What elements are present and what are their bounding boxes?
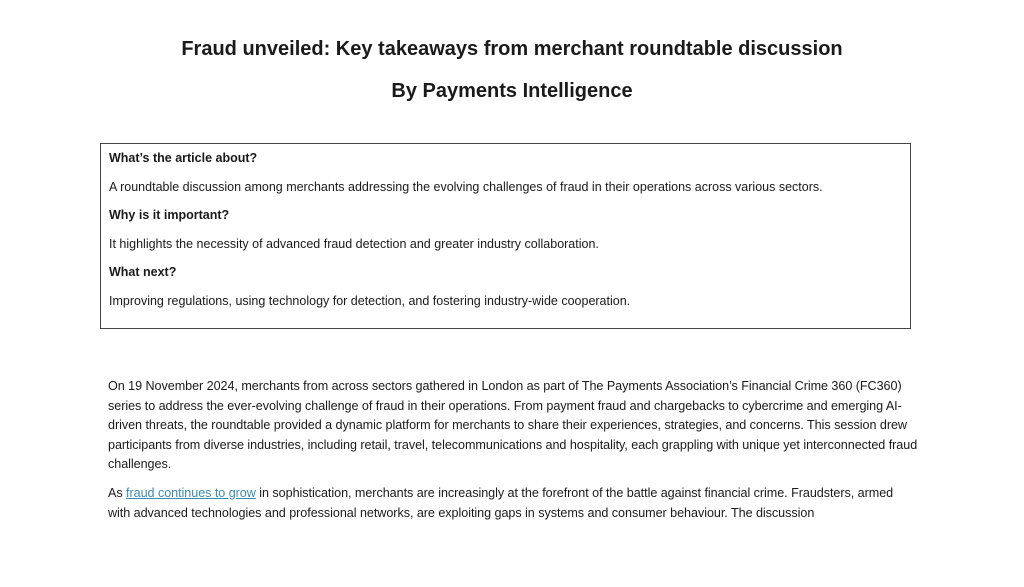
summary-question-about: What’s the article about? <box>109 151 258 165</box>
paragraph-2-prefix: As <box>108 486 127 500</box>
summary-answer-importance: It highlights the necessity of advanced fraud detection and greater industry collaboration. <box>109 237 599 251</box>
paragraph-2-rest: in sophistication, merchants are increasingly at the forefront of the battle against financial crime. Fraudsters, armed with advanced technologies and professional networks, are exploiting gaps in systems and consumer behaviour. The discussion <box>108 486 894 520</box>
fraud-growth-link[interactable]: fraud continues to grow <box>126 486 256 500</box>
summary-question-importance: Why is it important? <box>109 208 230 222</box>
summary-box <box>100 143 911 329</box>
article-byline: By Payments Intelligence <box>391 80 633 102</box>
article-paragraph-2 <box>108 484 918 523</box>
summary-answer-next: Improving regulations, using technology for detection, and fostering industry-wide cooperation. <box>109 294 631 308</box>
article-paragraph-1: On 19 November 2024, merchants from across sectors gathered in London as part of The Payments Association’s Financial Crime 360 (FC360) series to address the ever-evolving challenge of fraud in their operations. From payment fraud and chargebacks to cybercrime and emerging AI-driven threats, the roundtable provided a dynamic platform for merchants to share their experiences, strategies, and concerns. This session drew participants from diverse industries, including retail, travel, telecommunications and hospitality, each grappling with unique yet interconnected fraud challenges. <box>108 379 918 472</box>
summary-answer-about: A roundtable discussion among merchants addressing the evolving challenges of fraud in their operations across various sectors. <box>109 180 823 194</box>
summary-question-next: What next? <box>109 265 177 279</box>
article-title: Fraud unveiled: Key takeaways from merchant roundtable discussion <box>181 38 843 60</box>
